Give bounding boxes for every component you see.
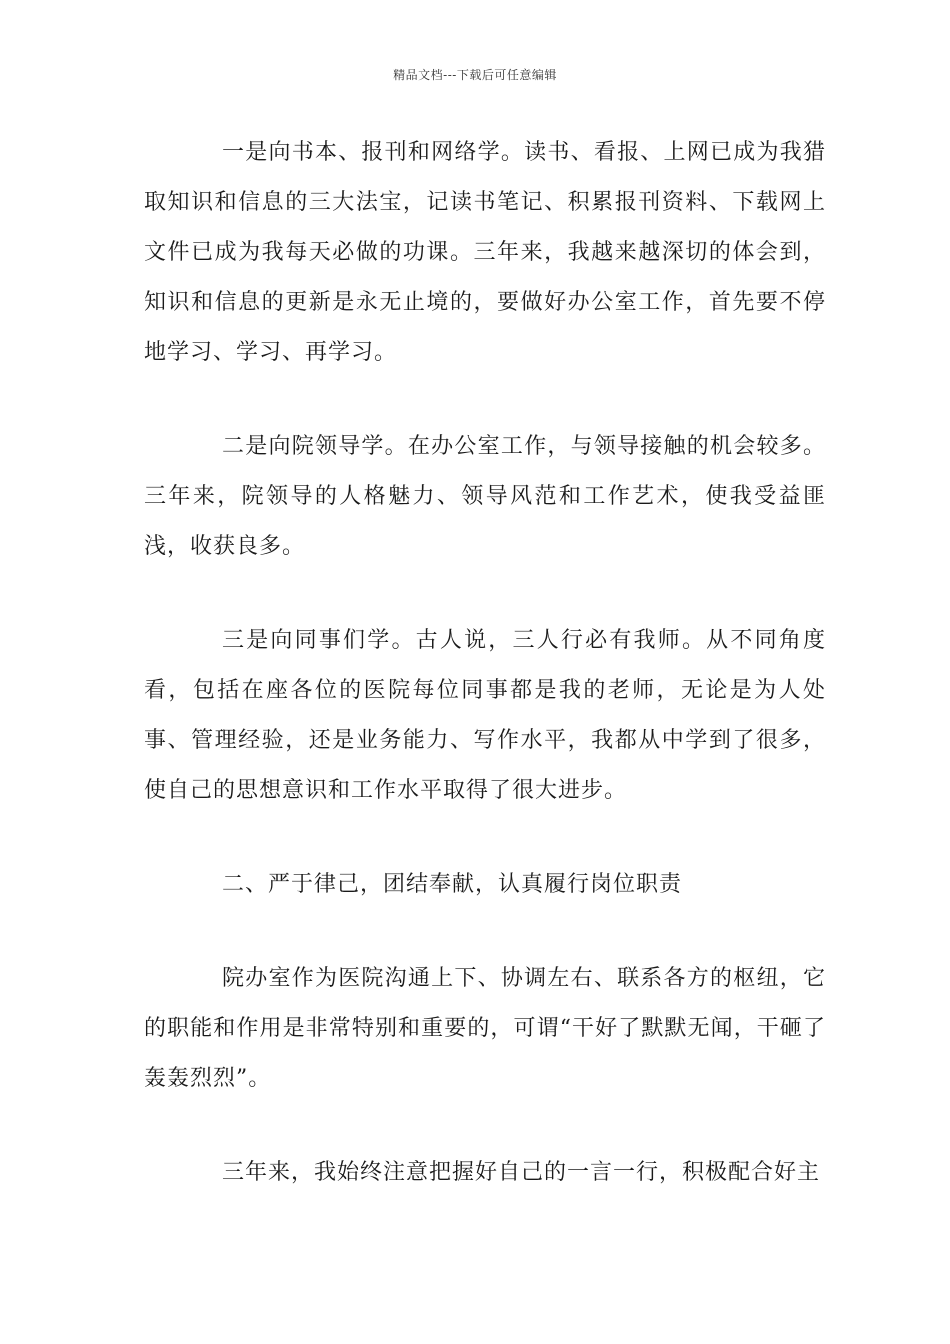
paragraph-learn-books: 一是向书本、报刊和网络学。读书、看报、上网已成为我猎取知识和信息的三大法宝，记读书笔记、积累报刊资料、下载网上文件已成为我每天必做的功课。三年来，我越来越深切的体会到，知识和信息的更新是永无止境的，要做好办公室工作，首先要不停地学习、学习、再学习。 xyxy=(144,140,826,365)
section-heading: 二、严于律己，团结奉献，认真履行岗位职责 xyxy=(222,872,683,897)
document-body xyxy=(144,128,826,1198)
page-header: 精品文档---下载后可任意编辑 xyxy=(393,68,557,82)
paragraph-office-role: 院办室作为医院沟通上下、协调左右、联系各方的枢纽，它的职能和作用是非常特别和重要的，可谓“干好了默默无闻，干砸了轰轰烈烈”。 xyxy=(144,966,826,1091)
paragraph-learn-leaders: 二是向院领导学。在办公室工作，与领导接触的机会较多。三年来，院领导的人格魅力、领导风范和工作艺术，使我受益匪浅，收获良多。 xyxy=(144,434,826,559)
paragraph-learn-colleagues: 三是向同事们学。古人说，三人行必有我师。从不同角度看，包括在座各位的医院每位同事都是我的老师，无论是为人处事、管理经验，还是业务能力、写作水平，我都从中学到了很多，使自己的思想意识和工作水平取得了很大进步。 xyxy=(144,628,826,803)
paragraph-three-years: 三年来，我始终注意把握好自己的一言一行，积极配合好主 xyxy=(222,1160,821,1185)
